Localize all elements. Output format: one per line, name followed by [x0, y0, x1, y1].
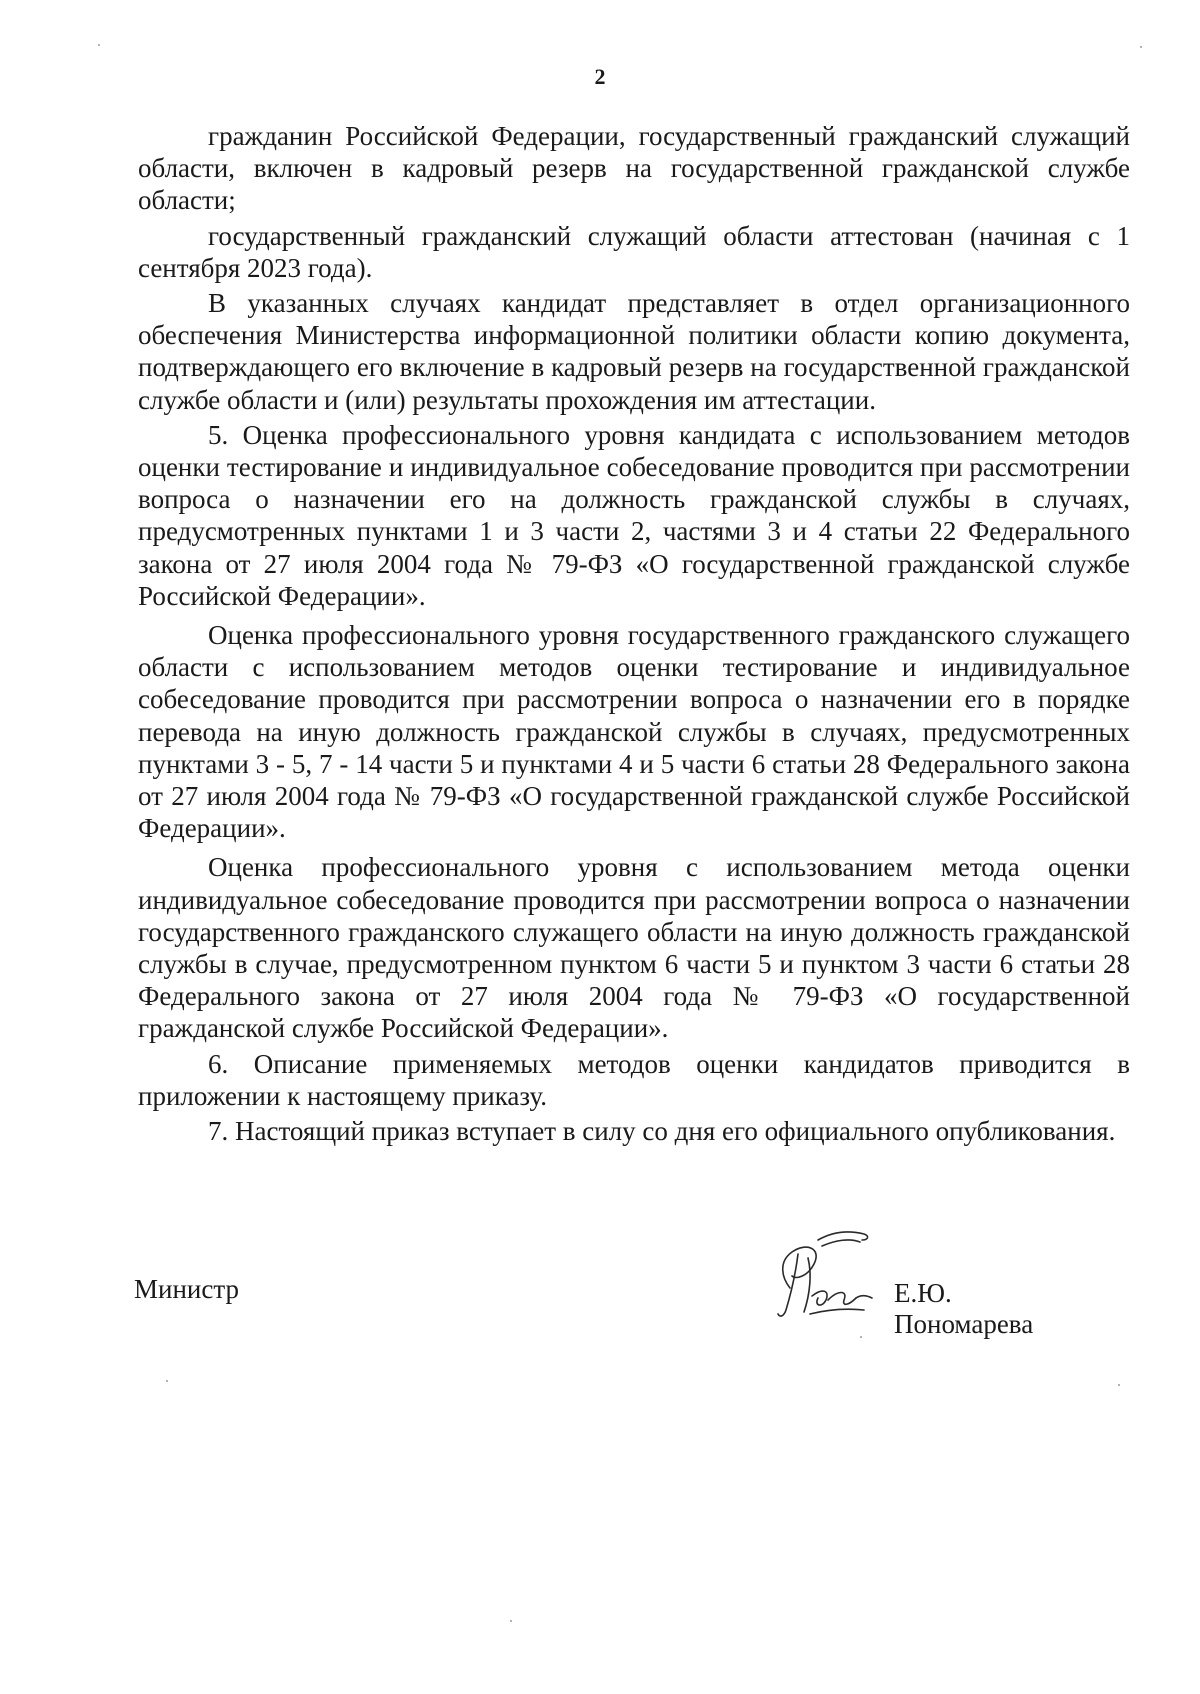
paragraph-transfer-assessment: Оценка профессионального уровня государственного гражданского служащего области с использованием методов оценки тестирование и индивидуальное собеседование проводится при рассмотрении вопроса о назначении его в порядке перевода на иную должность гражданской службы в случаях, предусмотренных пунктами 3 - 5, 7 - 14 части 5 и пунктами 4 и 5 части 6 статьи 28 Федерального закона от 27 июля 2004 года № 79-ФЗ «О государственной гражданской службе Российской Федерации».	[138, 620, 1130, 844]
document-body	[138, 120, 1130, 1147]
paragraph-item-7: 7. Настоящий приказ вступает в силу со дня его официального опубликования.	[208, 1116, 1116, 1147]
signer-position: Министр	[134, 1274, 239, 1304]
paragraph-item-6: 6. Описание применяемых методов оценки кандидатов приводится в приложении к настоящему приказу.	[138, 1048, 1130, 1111]
paragraph-reserve-clause: гражданин Российской Федерации, государственный гражданский служащий области, включен в кадровый резерв на государственной гражданской службе области;	[138, 121, 1130, 216]
paragraph-documents: В указанных случаях кандидат представляет в отдел организационного обеспечения Министерства информационной политики области копию документа, подтверждающего его включение в кадровый резерв на государственной гражданской службе области и (или) результаты прохождения им аттестации.	[138, 288, 1130, 415]
paragraph-attestation-clause: государственный гражданский служащий области аттестован (начиная с 1 сентября 2023 года).	[138, 220, 1130, 283]
page-number: 2	[594, 64, 606, 89]
signature-block	[134, 1218, 1094, 1339]
scan-speck	[860, 1336, 862, 1338]
signer-name: Е.Ю. Пономарева	[894, 1278, 1034, 1339]
paragraph-interview-assessment: Оценка профессионального уровня с использованием метода оценки индивидуальное собеседование проводится при рассмотрении вопроса о назначении государственного гражданского служащего области на иную должность гражданской службы в случае, предусмотренном пунктом 6 части 5 и пунктом 3 части 6 статьи 28 Федерального закона от 27 июля 2004 года № 79-ФЗ «О государственной гражданской службе Российской Федерации».	[138, 852, 1130, 1044]
scan-speck	[1140, 46, 1142, 48]
paragraph-item-5: 5. Оценка профессионального уровня кандидата с использованием методов оценки тестирование и индивидуальное собеседование проводится при рассмотрении вопроса о назначении его на должность гражданской службы в случаях, предусмотренных пунктами 1 и 3 части 2, частями 3 и 4 статьи 22 Федерального закона от 27 июля 2004 года № 79-ФЗ «О государственной гражданской службе Российской Федерации».	[138, 419, 1130, 611]
handwritten-signature	[752, 1218, 882, 1328]
scan-speck	[1118, 1384, 1120, 1386]
scan-speck	[166, 1380, 168, 1382]
scan-speck	[510, 1620, 512, 1622]
scan-speck	[98, 44, 100, 46]
